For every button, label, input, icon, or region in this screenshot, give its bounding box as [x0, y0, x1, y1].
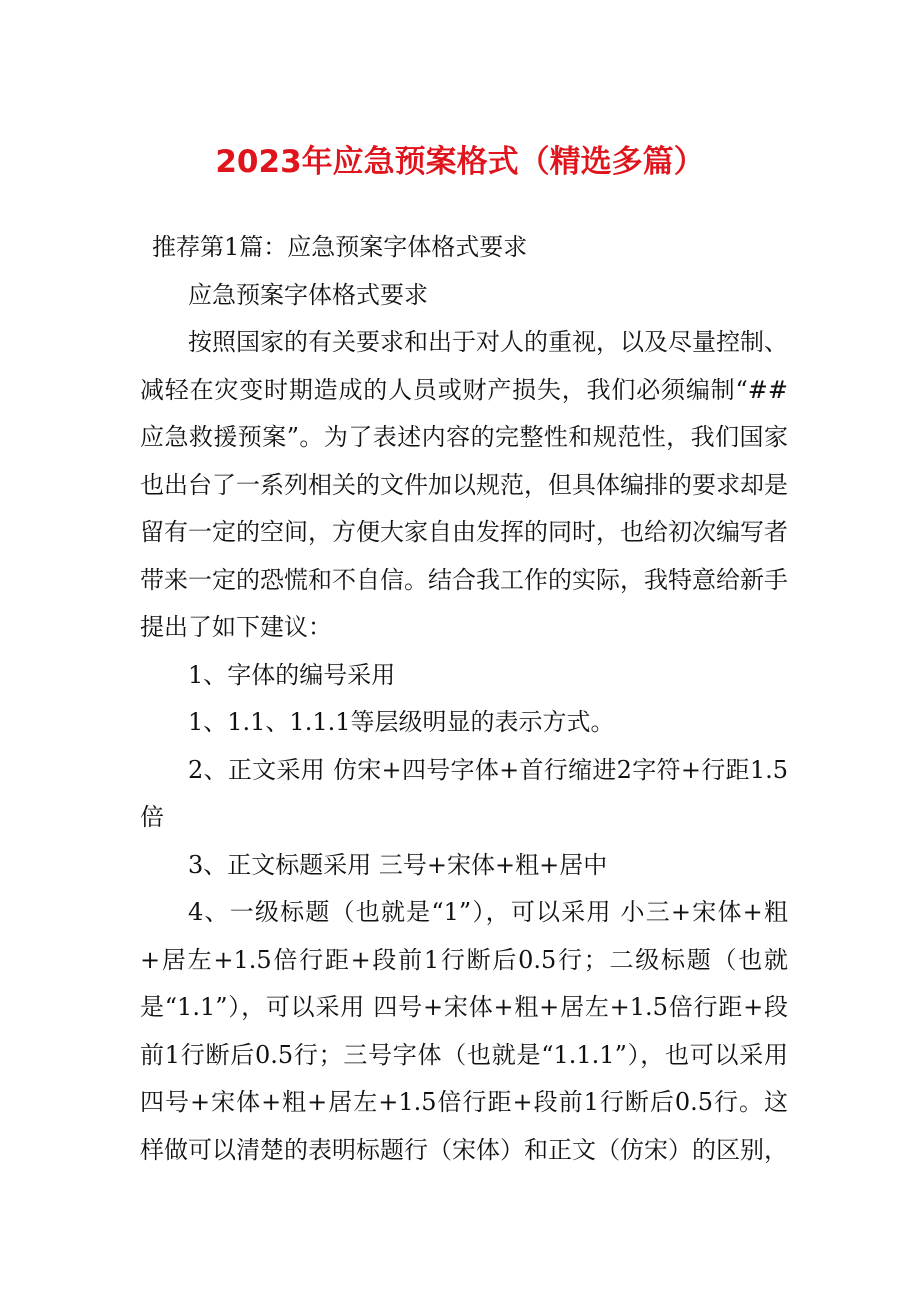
- rule-item-1-detail: 1、1.1、1.1.1等层级明显的表示方式。: [188, 708, 615, 736]
- rule-item-2: 2、正文采用 仿宋+四号字体+首行缩进2字符+行距1.5倍: [140, 755, 788, 831]
- section-subtitle: 应急预案字体格式要求: [188, 280, 428, 309]
- rule-item-3: 3、正文标题采用 三号+宋体+粗+居中: [188, 850, 608, 879]
- rule-item-1: 1、字体的编号采用: [188, 660, 396, 689]
- rule-item-4: 4、一级标题（也就是“1”），可以采用 小三+宋体+粗+居左+1.5倍行距+段前1行断后0.5行；二级标题（也就是“1.1”），可以采用 四号+宋体+粗+居左+1.5倍行距+段前1行断后0.5行；三号字体（也就是“1.1.1”），也可以采用 四号+宋体+粗+居左+1.5倍行距+段前1行断后0.5行。这样做可以清楚的表明标题行（宋体）和正文（仿宋）的区别，: [140, 898, 788, 1164]
- document-body: [140, 224, 788, 1174]
- document-title: 2023年应急预案格式（精选多篇）: [215, 144, 705, 180]
- recommend-heading: 推荐第1篇：应急预案字体格式要求: [152, 233, 528, 261]
- intro-paragraph: 按照国家的有关要求和出于对人的重视，以及尽量控制、减轻在灾变时期造成的人员或财产损失，我们必须编制“##应急救援预案”。为了表述内容的完整性和规范性，我们国家也出台了一系列相关的文件加以规范，但具体编排的要求却是留有一定的空间，方便大家自由发挥的同时，也给初次编写者带来一定的恐慌和不自信。结合我工作的实际，我特意给新手提出了如下建议：: [140, 328, 788, 641]
